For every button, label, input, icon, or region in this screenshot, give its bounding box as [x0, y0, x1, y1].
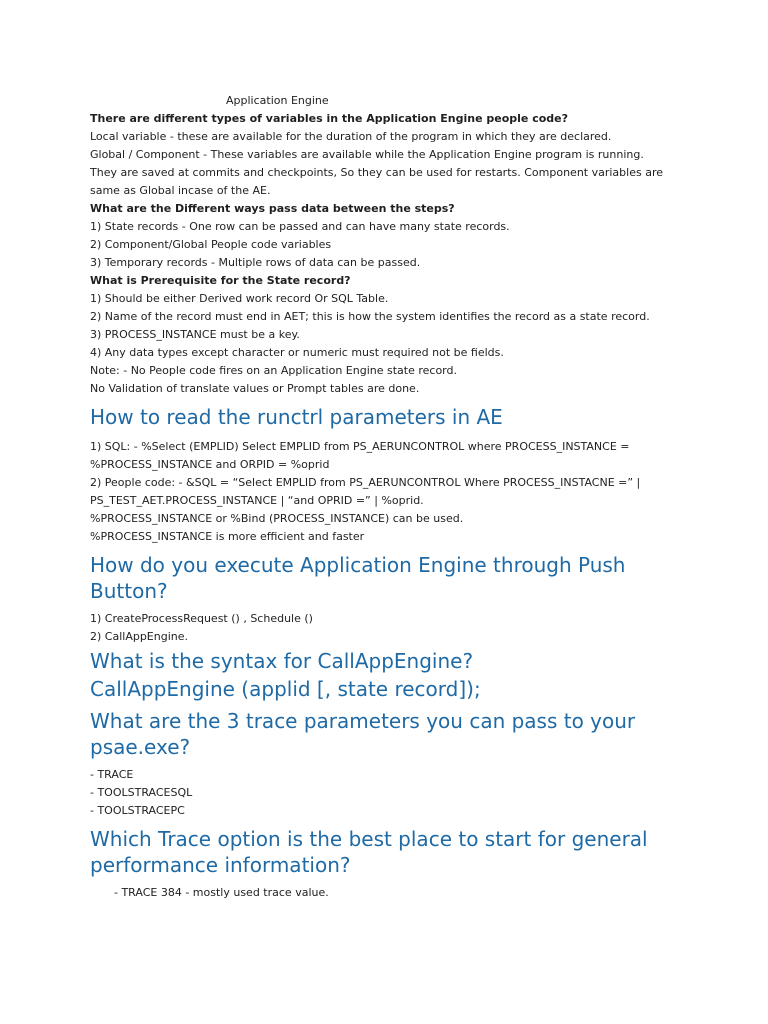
- document-title: Application Engine: [226, 94, 329, 107]
- answer-saved-commits: They are saved at commits and checkpoints, So they can be used for restarts. Component variables are same as Global incase of the AE.: [90, 166, 663, 197]
- answer-local-variable: Local variable - these are available for the duration of the program in which they are declared.: [90, 130, 612, 143]
- prereq-derived-work: 1) Should be either Derived work record Or SQL Table.: [90, 292, 389, 305]
- answer-temporary-records: 3) Temporary records - Multiple rows of data can be passed.: [90, 256, 421, 269]
- push-button-create-process: 1) CreateProcessRequest () , Schedule (): [90, 612, 313, 625]
- question-pass-data: What are the Different ways pass data between the steps?: [90, 202, 455, 215]
- prereq-name-aet: 2) Name of the record must end in AET; this is how the system identifies the record as a state record.: [90, 310, 650, 323]
- heading-runctrl-parameters: How to read the runctrl parameters in AE: [90, 405, 503, 429]
- prereq-data-types: 4) Any data types except character or numeric must required not be fields.: [90, 346, 504, 359]
- heading-trace-option: Which Trace option is the best place to start for general performance information?: [90, 827, 648, 877]
- heading-callappengine-syntax: What is the syntax for CallAppEngine?: [90, 649, 474, 673]
- trace-param-toolstracepc: - TOOLSTRACEPC: [90, 804, 185, 817]
- answer-state-records: 1) State records - One row can be passed and can have many state records.: [90, 220, 510, 233]
- answer-component-global: 2) Component/Global People code variables: [90, 238, 332, 251]
- heading-push-button: How do you execute Application Engine through Push Button?: [90, 553, 626, 603]
- document-page: [90, 92, 680, 902]
- push-button-callappengine: 2) CallAppEngine.: [90, 630, 189, 643]
- trace-384: - TRACE 384 - mostly used trace value.: [114, 886, 329, 899]
- runctrl-bind-note: %PROCESS_INSTANCE or %Bind (PROCESS_INSTANCE) can be used.: [90, 512, 464, 525]
- note-no-validation: No Validation of translate values or Prompt tables are done.: [90, 382, 420, 395]
- answer-global-component: Global / Component - These variables are available while the Application Engine program is running.: [90, 148, 644, 161]
- note-no-peoplecode: Note: - No People code fires on an Application Engine state record.: [90, 364, 457, 377]
- question-variable-types: There are different types of variables in the Application Engine people code?: [90, 112, 569, 125]
- callappengine-syntax: CallAppEngine (applid [, state record]);: [90, 677, 481, 701]
- question-state-record-prereq: What is Prerequisite for the State record?: [90, 274, 351, 287]
- runctrl-peoplecode: 2) People code: - &SQL = “Select EMPLID from PS_AERUNCONTROL Where PROCESS_INSTACNE =” | PS_TEST_AET.PROCESS_INSTANCE | “and OPRID =” | %oprid.: [90, 476, 641, 507]
- runctrl-efficiency-note: %PROCESS_INSTANCE is more efficient and faster: [90, 530, 365, 543]
- prereq-process-instance: 3) PROCESS_INSTANCE must be a key.: [90, 328, 300, 341]
- trace-param-trace: - TRACE: [90, 768, 134, 781]
- heading-trace-parameters: What are the 3 trace parameters you can pass to your psae.exe?: [90, 709, 636, 759]
- runctrl-sql: 1) SQL: - %Select (EMPLID) Select EMPLID from PS_AERUNCONTROL where PROCESS_INSTANCE = %PROCESS_INSTANCE and ORPID = %oprid: [90, 440, 630, 471]
- trace-param-toolstracesql: - TOOLSTRACESQL: [90, 786, 193, 799]
